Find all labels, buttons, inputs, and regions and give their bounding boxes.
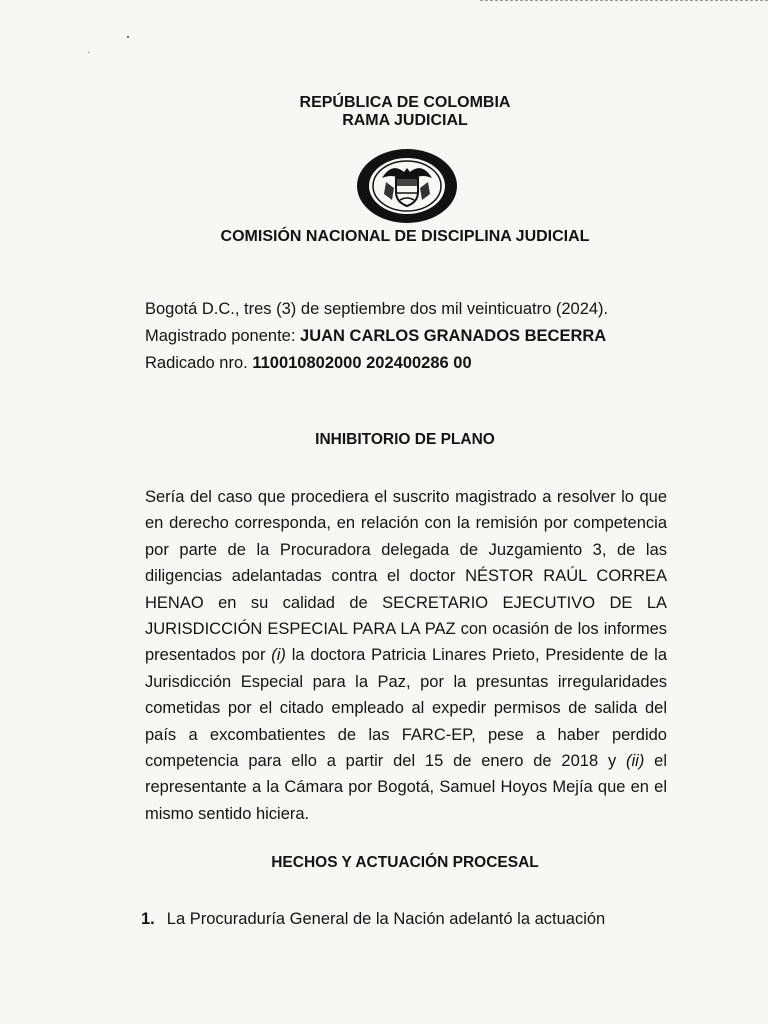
- scan-speck: [88, 52, 89, 53]
- decision-title: INHIBITORIO DE PLANO: [315, 431, 495, 448]
- magistrate-name: JUAN CARLOS GRANADOS BECERRA: [300, 327, 607, 345]
- document-header: [0, 94, 768, 130]
- paragraph-part-3: el representante a la Cámara por Bogotá, Samuel Hoyos Mejía que en el mismo sentido hiciera.: [145, 752, 667, 823]
- facts-section-title: HECHOS Y ACTUACIÓN PROCESAL: [271, 854, 539, 871]
- header-branch: RAMA JUDICIAL: [342, 112, 468, 129]
- paragraph-part-1: Sería del caso que procediera el suscrito magistrado a resolver lo que en derecho corresponda, en relación con la remisión por competencia por parte de la Procuradora delegada de Juzgamiento 3, de las diligencias adelantadas contra el doctor NÉSTOR RAÚL CORREA HENAO en su calidad de SECRETARIO EJECUTIVO DE LA JURISDICCIÓN ESPECIAL PARA LA PAZ con ocasión de los informes presentados por: [145, 488, 667, 665]
- radicado-line: [145, 350, 608, 377]
- list-item: [141, 906, 667, 932]
- case-metadata: [145, 296, 608, 377]
- magistrate-label: Magistrado ponente:: [145, 327, 301, 345]
- header-country: REPÚBLICA DE COLOMBIA: [299, 94, 511, 111]
- radicado-number: 110010802000 202400286 00: [252, 354, 472, 372]
- item-number: 1.: [141, 910, 155, 928]
- commission-title: COMISIÓN NACIONAL DE DISCIPLINA JUDICIAL: [220, 228, 590, 245]
- scan-speck: [127, 36, 129, 38]
- item-text: La Procuraduría General de la Nación adelantó la actuación: [166, 910, 606, 928]
- numeral-ii: (ii): [626, 752, 645, 771]
- date-line: Bogotá D.C., tres (3) de septiembre dos mil veinticuatro (2024).: [145, 300, 609, 318]
- body-paragraph: [145, 484, 667, 827]
- scan-edge-line: [480, 0, 768, 1]
- radicado-label: Radicado nro.: [145, 354, 253, 372]
- paragraph-part-2: la doctora Patricia Linares Prieto, Presidente de la Jurisdicción Especial para la Paz, por la presuntas irregularidades cometidas por el citado empleado al expedir permisos de salida del país a excombatientes de las FARC-EP, pese a haber perdido competencia para ello a partir del 15 de enero de 2018 y: [145, 646, 667, 771]
- coat-of-arms-seal-icon: [356, 148, 458, 224]
- magistrate-line: [145, 323, 608, 350]
- numeral-i: (i): [271, 646, 286, 665]
